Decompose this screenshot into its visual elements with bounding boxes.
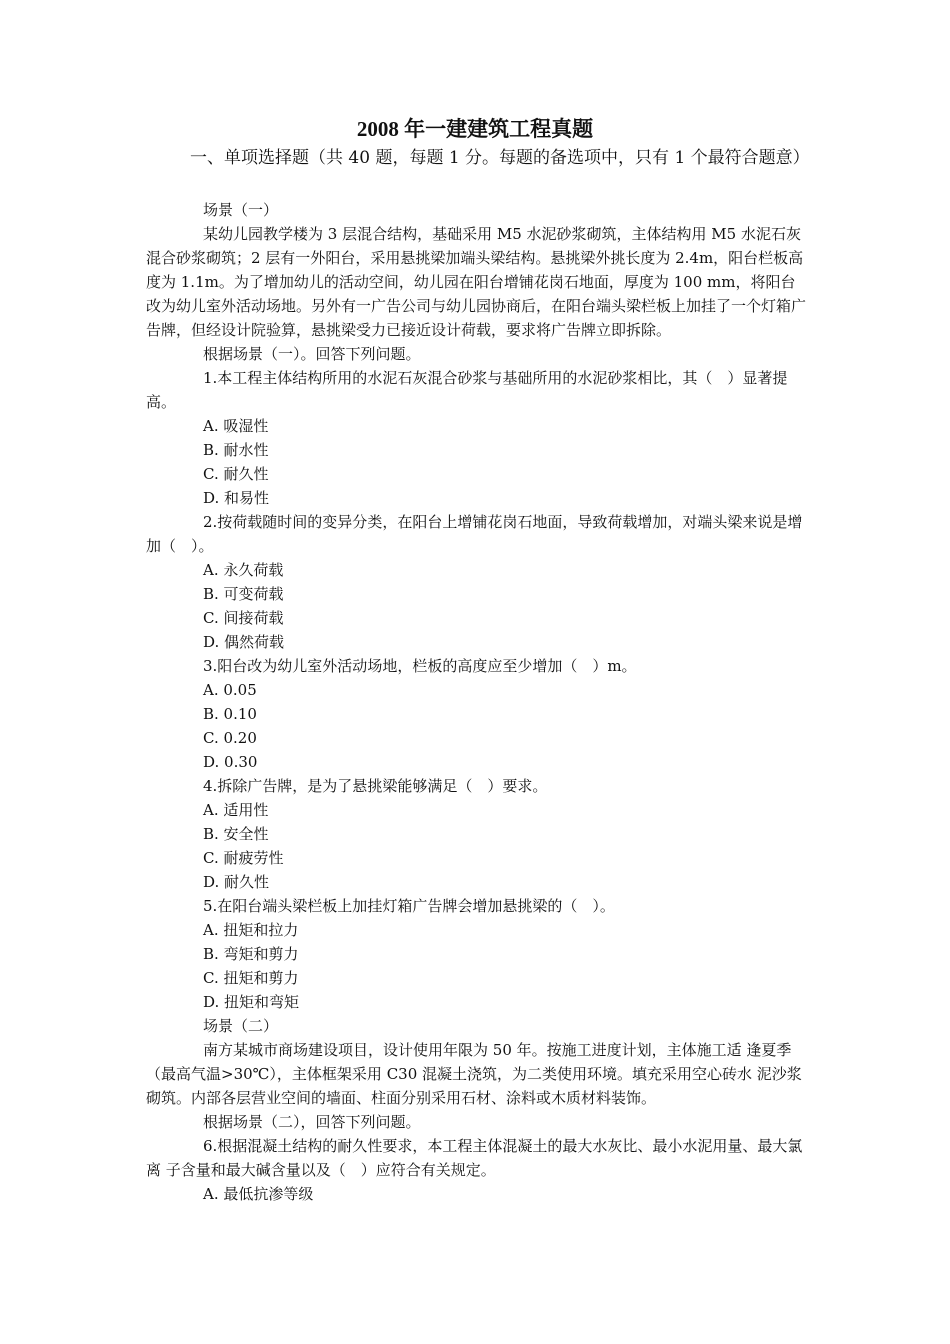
question-2-option-d: D. 偶然荷载 [203, 633, 285, 651]
question-1-stem: 1.本工程主体结构所用的水泥石灰混合砂浆与基础所用的水泥砂浆相比，其（ ）显著提高。 [146, 369, 788, 411]
question-2-option-b: B. 可变荷载 [203, 585, 284, 603]
scene-1-text: 某幼儿园教学楼为 3 层混合结构，基础采用 M5 水泥砂浆砌筑，主体结构用 M5 水泥石灰混合砂浆砌筑；2 层有一外阳台，采用悬挑梁加端头梁结构。悬挑梁外挑长度为 2.4m，阳台栏板高度为 1.1m。为了增加幼儿的活动空间，幼儿园在阳台增铺花岗石地面，厚度为 100 mm，将阳台改为幼儿室外活动场地。另外有一广告公司与幼儿园协商后，在阳台端头梁栏板上加挂了一个灯箱广告牌，但经设计院验算，悬挑梁受力已接近设计荷载，要求将广告牌立即拆除。 [146, 225, 807, 339]
question-5-stem: 5.在阳台端头梁栏板上加挂灯箱广告牌会增加悬挑梁的（ ）。 [203, 897, 615, 915]
question-3-option-b: B. 0.10 [203, 705, 257, 723]
question-1-option-d: D. 和易性 [203, 489, 270, 507]
question-3-stem: 3.阳台改为幼儿室外活动场地，栏板的高度应至少增加（ ）m。 [203, 657, 637, 675]
question-5-option-d: D. 扭矩和弯矩 [203, 993, 300, 1011]
question-6-option-a: A. 最低抗渗等级 [203, 1185, 314, 1203]
scene-2-text: 南方某城市商场建设项目，设计使用年限为 50 年。按施工进度计划，主体施工适 逢夏季（最高气温>30℃），主体框架采用 C30 混凝土浇筑，为二类使用环境。填充采用空心砖水 泥沙浆砌筑。内部各层营业空间的墙面、柱面分别采用石材、涂料或木质材料装饰。 [146, 1041, 802, 1107]
scene-1-prompt: 根据场景（一）。回答下列问题。 [203, 345, 421, 363]
question-6-stem: 6.根据混凝土结构的耐久性要求，本工程主体混凝土的最大水灰比、最小水泥用量、最大氯离 子含量和最大碱含量以及（ ）应符合有关规定。 [146, 1137, 803, 1179]
scene-2-prompt: 根据场景（二），回答下列问题。 [203, 1113, 421, 1131]
document-body [146, 198, 810, 1206]
question-4-option-d: D. 耐久性 [203, 873, 270, 891]
question-5-option-b: B. 弯矩和剪力 [203, 945, 299, 963]
question-1-option-a: A. 吸湿性 [203, 417, 269, 435]
question-2-option-a: A. 永久荷载 [203, 561, 284, 579]
question-1-option-b: B. 耐水性 [203, 441, 269, 459]
scene-1-label: 场景（一） [203, 201, 279, 219]
question-2-option-c: C. 间接荷载 [203, 609, 284, 627]
question-2-stem: 2.按荷载随时间的变异分类，在阳台上增铺花岗石地面，导致荷载增加，对端头梁来说是增加（ ）。 [146, 513, 803, 555]
section-heading: 一、单项选择题（共 40 题，每题 1 分。每题的备选项中，只有 1 个最符合题意） [190, 148, 810, 168]
question-3-option-a: A. 0.05 [203, 681, 257, 699]
question-4-option-b: B. 安全性 [203, 825, 269, 843]
scene-2-label: 场景（二） [203, 1017, 279, 1035]
question-3-option-d: D. 0.30 [203, 753, 258, 771]
question-4-option-a: A. 适用性 [203, 801, 269, 819]
question-3-option-c: C. 0.20 [203, 729, 257, 747]
question-4-stem: 4.拆除广告牌，是为了悬挑梁能够满足（ ）要求。 [203, 777, 548, 795]
question-1-option-c: C. 耐久性 [203, 465, 269, 483]
question-4-option-c: C. 耐疲劳性 [203, 849, 284, 867]
document-title: 2008 年一建建筑工程真题 [356, 117, 594, 141]
question-5-option-c: C. 扭矩和剪力 [203, 969, 299, 987]
question-5-option-a: A. 扭矩和拉力 [203, 921, 299, 939]
